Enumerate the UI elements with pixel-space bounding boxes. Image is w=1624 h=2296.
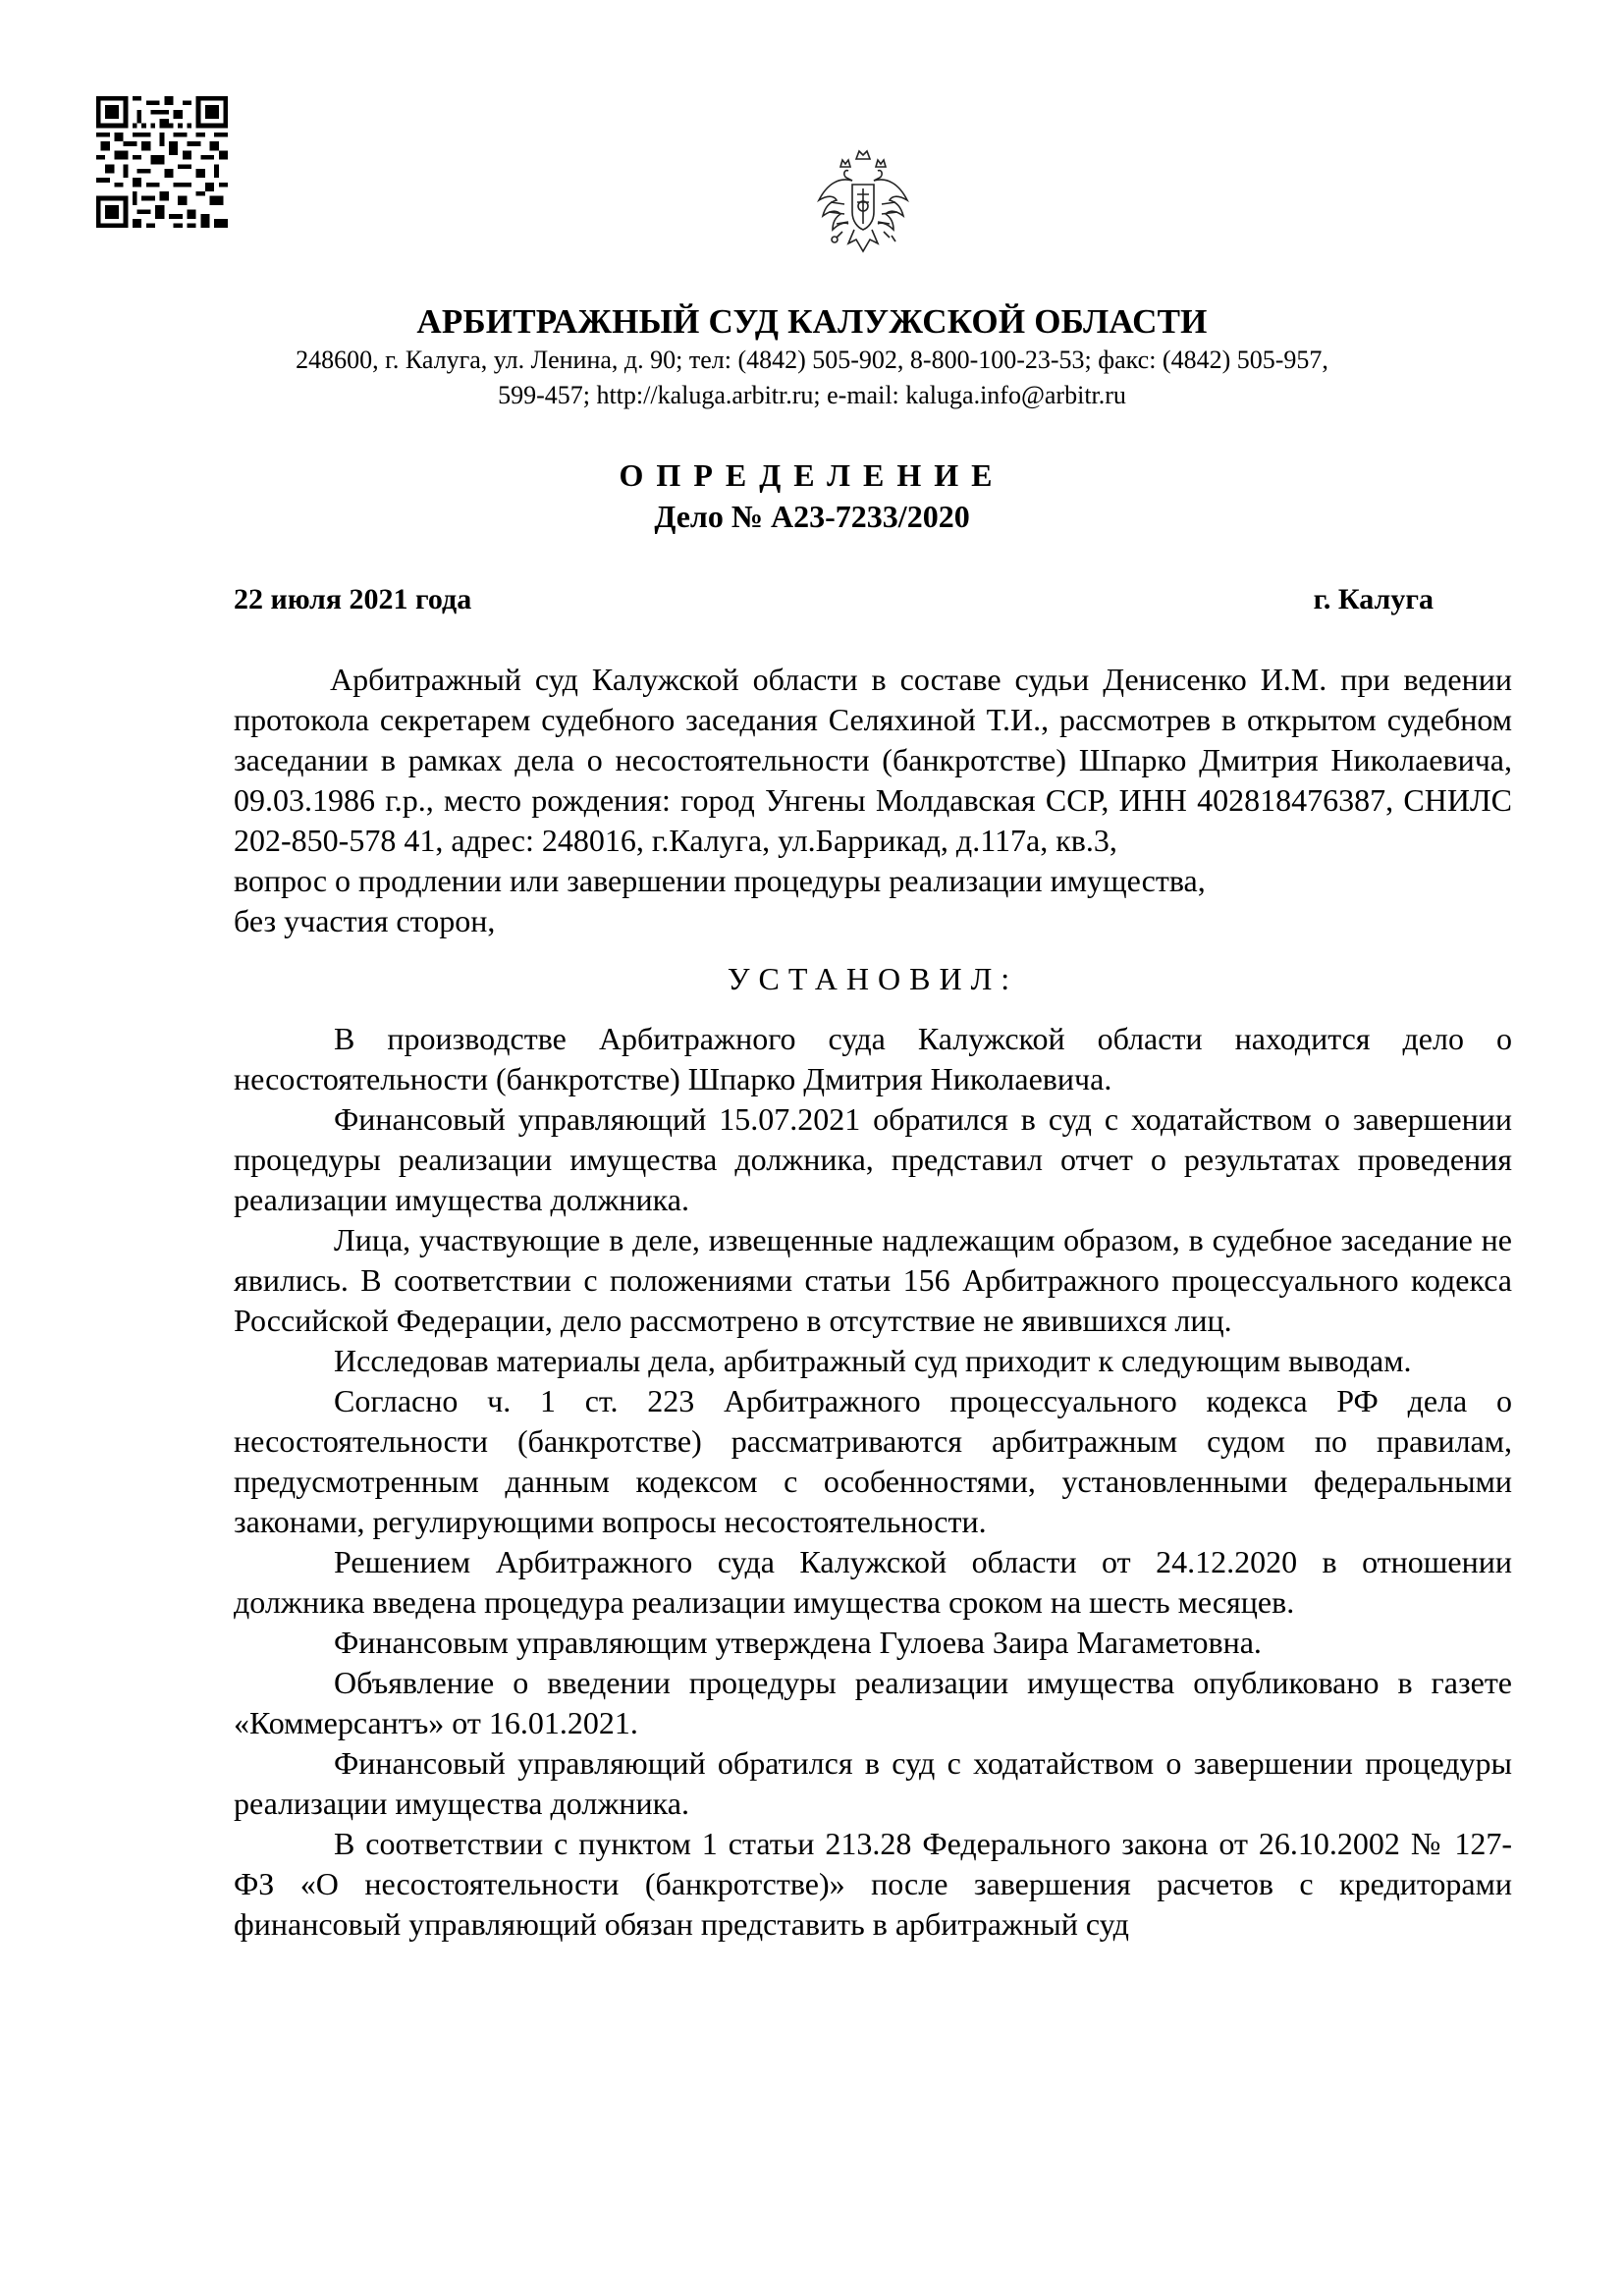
coat-of-arms-icon	[811, 145, 915, 261]
date-city-line	[234, 583, 1434, 616]
body-paragraph: Исследовав материалы дела, арбитражный суд приходит к следующим выводам.	[334, 1343, 1412, 1378]
document-date: 22 июля 2021 года	[234, 583, 472, 615]
body-paragraph: В производстве Арбитражного суда Калужской области находится дело о несостоятельности (банкротстве) Шпарко Дмитрия Николаевича.	[234, 1021, 1512, 1096]
intro-paragraph: Арбитражный суд Калужской области в составе судьи Денисенко И.М. при ведении протокола секретарем судебного заседания Селяхиной Т.И., рассмотрев в открытом судебном заседании в рамках дела о несостоятельности (банкротстве) Шпарко Дмитрия Николаевича, 09.03.1986 г.р., место рождения: город Унгены Молдавская ССР, ИНН 402818476387, СНИЛС 202-850-578 41, адрес: 248016, г.Калуга, ул.Баррикад, д.117а, кв.3,	[234, 662, 1512, 858]
intro-parties-line: без участия сторон,	[234, 903, 496, 938]
intro-question-line: вопрос о продлении или завершении процедуры реализации имущества,	[234, 863, 1206, 898]
court-address-line-2: 599-457; http://kaluga.arbitr.ru; e-mail: kaluga.info@arbitr.ru	[498, 381, 1126, 409]
body-paragraph: Финансовым управляющим утверждена Гулоева Заира Магаметовна.	[334, 1625, 1262, 1660]
body-paragraph: Объявление о введении процедуры реализации имущества опубликовано в газете «Коммерсантъ» от 16.01.2021.	[234, 1665, 1512, 1740]
court-name: АРБИТРАЖНЫЙ СУД КАЛУЖСКОЙ ОБЛАСТИ	[416, 302, 1208, 341]
section-heading: УСТАНОВИЛ:	[727, 961, 1019, 996]
body-paragraph: Финансовый управляющий обратился в суд с ходатайством о завершении процедуры реализации имущества должника.	[234, 1745, 1512, 1821]
case-number: Дело № А23-7233/2020	[654, 499, 970, 534]
body-paragraph: Финансовый управляющий 15.07.2021 обратился в суд с ходатайством о завершении процедуры реализации имущества должника, представил отчет о результатах проведения реализации имущества должника.	[234, 1101, 1512, 1217]
body-paragraph: В соответствии с пунктом 1 статьи 213.28 Федерального закона от 26.10.2002 № 127-ФЗ «О несостоятельности (банкротстве)» после завершения расчетов с кредиторами финансовый управляющий обязан представить в арбитражный суд	[234, 1826, 1512, 1942]
qr-code	[96, 96, 228, 228]
document-body	[234, 660, 1512, 1945]
body-paragraph: Решением Арбитражного суда Калужской области от 24.12.2020 в отношении должника введена процедура реализации имущества сроком на шесть месяцев.	[234, 1544, 1512, 1620]
document-title: ОПРЕДЕЛЕНИЕ	[619, 457, 1005, 493]
body-paragraph: Лица, участвующие в деле, извещенные надлежащим образом, в судебное заседание не явились. В соответствии с положениями статьи 156 Арбитражного процессуального кодекса Российской Федерации, дело рассмотрено в отсутствие не явившихся лиц.	[234, 1222, 1512, 1338]
court-address-line-1: 248600, г. Калуга, ул. Ленина, д. 90; тел: (4842) 505-902, 8-800-100-23-53; факс: (4842) 505-957,	[296, 346, 1328, 374]
body-paragraph: Согласно ч. 1 ст. 223 Арбитражного процессуального кодекса РФ дела о несостоятельности (банкротстве) рассматриваются арбитражным судом по правилам, предусмотренным данным кодексом с особенностями, установленными федеральными законами, регулирующими вопросы несостоятельности.	[234, 1383, 1512, 1539]
document-city: г. Калуга	[1313, 583, 1434, 615]
